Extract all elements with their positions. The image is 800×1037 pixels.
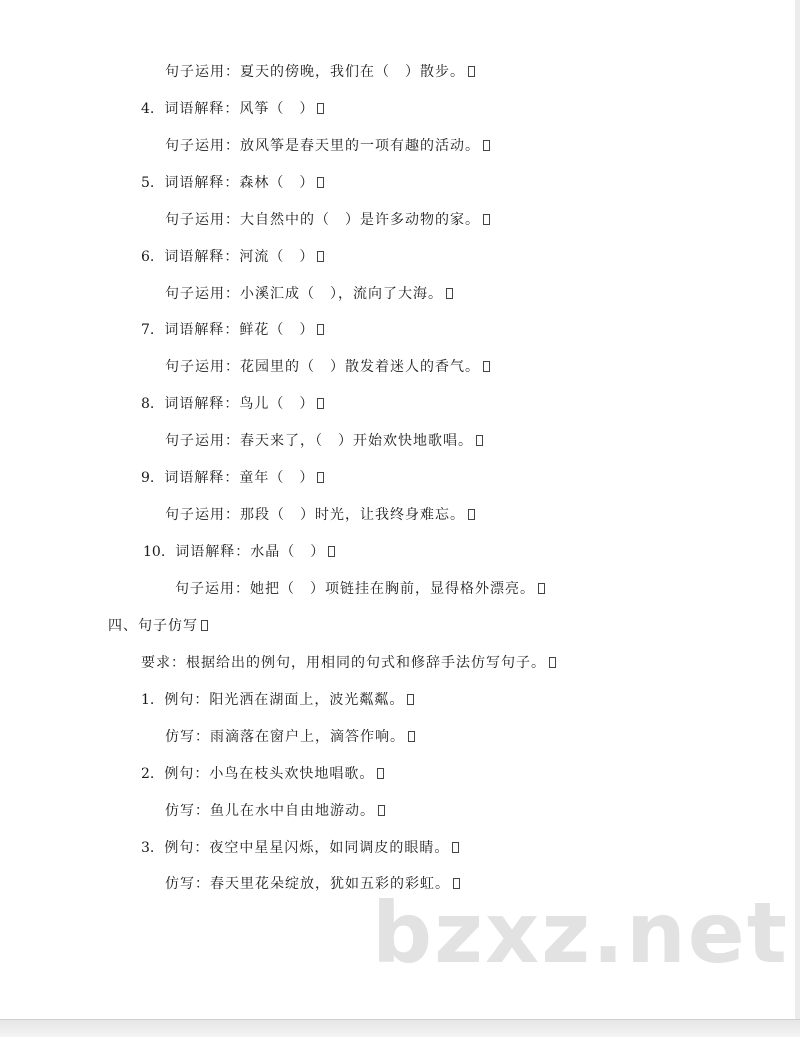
paragraph-mark-icon bbox=[317, 103, 324, 114]
item-5-term: 5. 词语解释：森林（ ） bbox=[141, 173, 324, 193]
item-10-term: 10. 词语解释：水晶（ ） bbox=[143, 542, 335, 562]
paragraph-mark-icon bbox=[317, 251, 324, 262]
paragraph-mark-icon bbox=[317, 398, 324, 409]
item-7-term: 7. 词语解释：鲜花（ ） bbox=[141, 320, 324, 340]
paragraph-mark-icon bbox=[549, 657, 556, 668]
imitation-1-answer: 仿写：雨滴落在窗户上，滴答作响。 bbox=[165, 727, 415, 747]
paragraph-mark-icon bbox=[483, 361, 490, 372]
paragraph-mark-icon bbox=[408, 731, 415, 742]
paragraph-mark-icon bbox=[476, 435, 483, 446]
page-edge-bottom bbox=[0, 1019, 800, 1037]
imitation-2-answer: 仿写：鱼儿在水中自由地游动。 bbox=[165, 801, 385, 821]
paragraph-mark-icon bbox=[328, 546, 335, 557]
paragraph-mark-icon bbox=[317, 472, 324, 483]
paragraph-mark-icon bbox=[483, 214, 490, 225]
section-4-heading: 四、句子仿写 bbox=[108, 616, 208, 636]
page-edge-right bbox=[795, 0, 800, 1036]
item-9-term: 9. 词语解释：童年（ ） bbox=[141, 468, 324, 488]
section-4-requirement: 要求：根据给出的例句，用相同的句式和修辞手法仿写句子。 bbox=[141, 653, 556, 673]
site-watermark: bzxz.net bbox=[372, 884, 789, 982]
item-5-sentence: 句子运用：大自然中的（ ）是许多动物的家。 bbox=[165, 210, 490, 230]
imitation-1-example: 1. 例句：阳光洒在湖面上，波光粼粼。 bbox=[141, 690, 414, 710]
paragraph-mark-icon bbox=[468, 509, 475, 520]
item-10-sentence: 句子运用：她把（ ）项链挂在胸前，显得格外漂亮。 bbox=[175, 579, 545, 599]
paragraph-mark-icon bbox=[201, 620, 208, 631]
item-7-sentence: 句子运用：花园里的（ ）散发着迷人的香气。 bbox=[165, 357, 490, 377]
paragraph-mark-icon bbox=[317, 177, 324, 188]
item-3-sentence: 句子运用：夏天的傍晚，我们在（ ）散步。 bbox=[165, 62, 475, 82]
imitation-3-answer: 仿写：春天里花朵绽放，犹如五彩的彩虹。 bbox=[165, 874, 460, 894]
paragraph-mark-icon bbox=[446, 288, 453, 299]
paragraph-mark-icon bbox=[452, 842, 459, 853]
item-4-sentence: 句子运用：放风筝是春天里的一项有趣的活动。 bbox=[165, 136, 490, 156]
paragraph-mark-icon bbox=[483, 140, 490, 151]
item-4-term: 4. 词语解释：风筝（ ） bbox=[141, 99, 324, 119]
item-8-term: 8. 词语解释：鸟儿（ ） bbox=[141, 394, 324, 414]
paragraph-mark-icon bbox=[407, 694, 414, 705]
imitation-2-example: 2. 例句：小鸟在枝头欢快地唱歌。 bbox=[141, 764, 384, 784]
paragraph-mark-icon bbox=[468, 66, 475, 77]
item-6-term: 6. 词语解释：河流（ ） bbox=[141, 247, 324, 267]
imitation-3-example: 3. 例句：夜空中星星闪烁，如同调皮的眼睛。 bbox=[141, 838, 459, 858]
paragraph-mark-icon bbox=[317, 324, 324, 335]
item-6-sentence: 句子运用：小溪汇成（ ），流向了大海。 bbox=[165, 284, 453, 304]
paragraph-mark-icon bbox=[377, 768, 384, 779]
item-9-sentence: 句子运用：那段（ ）时光，让我终身难忘。 bbox=[165, 505, 475, 525]
paragraph-mark-icon bbox=[378, 805, 385, 816]
paragraph-mark-icon bbox=[538, 583, 545, 594]
item-8-sentence: 句子运用：春天来了，（ ）开始欢快地歌唱。 bbox=[165, 431, 483, 451]
